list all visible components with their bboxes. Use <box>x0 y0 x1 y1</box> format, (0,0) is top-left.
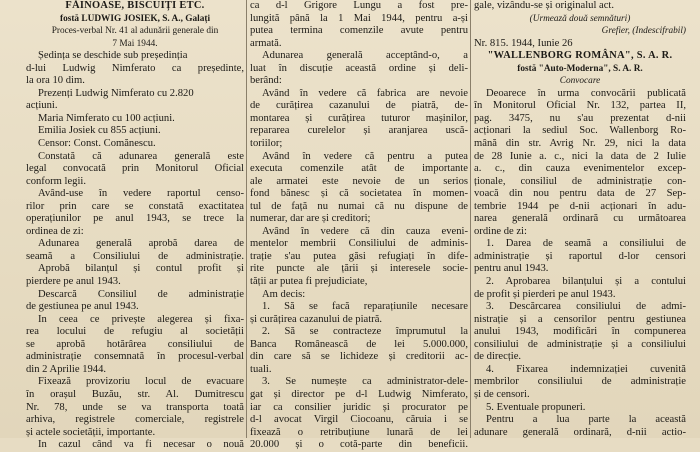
text-line: Având în vedere că fabrica are nevoie <box>262 87 468 99</box>
text-line: Censor: Const. Comănescu. <box>38 138 156 150</box>
text-line: Aprobă bilanțul și contul profit și <box>38 263 244 275</box>
text-line: Fixează provizoriu locul de evacuare <box>38 376 244 388</box>
text-line: la ora 10 dim. <box>26 75 85 87</box>
text-line: nistrație și a censorilor pentru gestiunea <box>474 313 686 325</box>
text-line: Prezenți Ludwig Nimferato cu 2.820 <box>38 87 194 99</box>
text-line: legal convocată prin Monitorul Oficial <box>26 163 244 175</box>
text-line: fostă "Auto-Moderna", S. A. R. <box>517 63 643 74</box>
text-line: 7 Mai 1944. <box>112 38 158 49</box>
text-line: Proces-verbal Nr. 41 al adunării generale din <box>51 26 219 37</box>
column-right <box>474 0 686 438</box>
text-line: 2. Să se contracteze împrumutul la <box>262 326 468 338</box>
text-line: "WALLENBORG ROMÂNA", S. A. R. <box>487 50 673 62</box>
text-line: pentru anul 1943. <box>474 263 549 275</box>
text-line: arhiva, registrele comerciale, registrele <box>26 414 244 426</box>
text-line: Nr. 78, unde se va transporta toată <box>26 401 244 413</box>
text-line: In cazul când va fi necesar o nouă <box>38 439 244 451</box>
text-line: Pentru a lua parte la această <box>486 414 686 426</box>
text-line: consiliului de administrație și a consiliului <box>474 338 686 350</box>
text-line: ca d-l Grigore Lungu a fost pre- <box>250 0 468 11</box>
column-rule <box>470 0 471 438</box>
text-line: anului 1943, modificări în compunerea <box>474 326 686 338</box>
text-line: rite puncte ale țării și interesele socie- <box>250 263 468 275</box>
text-line: administrație consemnată în procesul-verbal <box>26 351 244 363</box>
text-line: membrilor consiliului de administrație <box>474 376 686 388</box>
text-line: adunare generală ordinară, d-nii actio- <box>474 426 686 438</box>
text-line: de profit și pierderi pe anul 1943. <box>474 288 616 300</box>
text-line: a. c., din cauza evenimentelor excep- <box>474 163 686 175</box>
text-line: operațiunilor pe anul 1943, se trece la <box>26 213 244 225</box>
text-line: Convocare <box>559 76 601 87</box>
text-line: d-l avocat Virgil Ciocoanu, căruia i se <box>250 414 468 426</box>
text-line: 20.000 și o cotă-parte din beneficii. <box>250 439 468 451</box>
text-line: 1. Să se facă reparațiunile necesare <box>262 301 468 313</box>
text-line: executa comenzile atât de importante <box>250 163 468 175</box>
text-line: administrație și raportul d-lor censori <box>474 250 686 262</box>
text-line: ționale, consiliul de administrație con- <box>474 175 686 187</box>
text-line: berând: <box>250 75 282 87</box>
text-line: gale, vizându-se și originalul act. <box>474 0 615 11</box>
text-line: Adunarea generală aprobă darea de <box>38 238 244 250</box>
text-line: Constată că adunarea generală este <box>38 150 244 162</box>
text-line: In ceea ce privește alegerea și fixa- <box>38 313 244 325</box>
text-line: Descarcă Consiliul de administrație <box>38 288 244 300</box>
text-line: gat și director pe d-l Ludwig Nimferato, <box>250 388 468 400</box>
text-line: fond bănesc și că societatea în momen- <box>250 188 468 200</box>
text-line: de 28 Iunie a. c., nici la data de 2 Iulie <box>474 150 686 162</box>
text-line: tății ar putea fi prejudiciate, <box>250 276 368 288</box>
text-line: tuali. <box>250 363 272 375</box>
text-line: Banca Românească de lei 5.000.000, <box>250 338 468 350</box>
text-line: ordine de zi: <box>474 225 527 237</box>
text-line: și curățirea cazanului de piatră. <box>250 313 383 325</box>
text-line: numerar, dar are și creditori; <box>250 213 371 225</box>
text-line: acționari la sediul Soc. Wallenborg Ro- <box>474 125 686 137</box>
text-line: voacă din nou pentru data de 27 Sep- <box>474 188 686 200</box>
text-line: Am decis: <box>262 288 306 300</box>
text-line: toriilor; <box>250 138 283 150</box>
text-line: ale armatei este nevoie de un serios <box>250 175 468 187</box>
text-line: lungită până la 1 Mai 1944, pentru a-și <box>250 12 468 24</box>
text-line: Ședința se deschide sub președinția <box>38 50 188 62</box>
text-line: de curățirea cazanului de piatră, de- <box>250 100 468 112</box>
text-line: pag. 3475, nu s'au prezentat d-nii <box>474 112 686 124</box>
text-line: Emilia Josiek cu 855 acțiuni. <box>38 125 161 137</box>
text-line: mentelor membrii Consiliului de adminis- <box>250 238 468 250</box>
text-line: rea locului de refugiu al societății <box>26 326 244 338</box>
text-line: FĂINOASE, BISCUIȚI ETC. <box>65 0 205 11</box>
text-line: repararea curelelor și aranjarea uscă- <box>250 125 468 137</box>
text-line: se aprobă hotărârea consiliului de <box>26 338 244 350</box>
text-line: (Urmează două semnături) <box>529 13 631 24</box>
text-line: de gestiunea pe anul 1943. <box>26 301 139 313</box>
text-line: în orașul Buzău, str. Al. Dumitrescu <box>26 388 244 400</box>
column-rule <box>246 0 247 438</box>
text-line: Grefier, (Indescifrabil) <box>601 26 686 37</box>
text-line: Maria Nimferato cu 100 acțiuni. <box>38 112 175 124</box>
text-line: armată. <box>250 37 282 49</box>
text-line: din care să se lichideze și creditorii ac- <box>250 351 468 363</box>
text-line: Având în vedere că din cauza eveni- <box>262 225 468 237</box>
text-line: luat în discuție această ordine și deli- <box>250 62 468 74</box>
text-line: din 2 Aprilie 1944. <box>26 363 107 375</box>
text-line: trație s'au putea găsi refugiați în dife- <box>250 250 468 262</box>
text-line: seamă a Consiliului de administrație. <box>26 250 244 262</box>
text-line: în Monitorul Oficial Nr. 132, partea II, <box>474 100 686 112</box>
text-line: Deoarece în urma convocării publicată <box>486 87 686 99</box>
text-line: conform legii. <box>26 175 87 187</box>
text-line: iar ca consilier juridic și procurator pe <box>250 401 468 413</box>
text-line: acțiuni. <box>26 100 58 112</box>
text-line: tembrie 1944 pe d-nii acționari în adu- <box>474 200 686 212</box>
text-line: și actele societății, importante. <box>26 426 156 438</box>
text-line: pierdere pe anul 1943. <box>26 276 121 288</box>
text-line: și de censori. <box>474 388 530 400</box>
text-line: montarea și curățirea tuturor mașinilor, <box>250 112 468 124</box>
text-line: fostă LUDWIG JOSIEK, S. A., Galați <box>59 13 211 24</box>
text-line: 3. Se numește ca administrator-dele- <box>262 376 468 388</box>
column-left <box>26 0 244 451</box>
text-line: narea generală ordinară cu următoarea <box>474 213 686 225</box>
text-line: putea termina comenzile avute pentru <box>250 25 468 37</box>
text-line: Având în vedere că pentru a putea <box>262 150 468 162</box>
text-line: d-lui Ludwig Nimferato ca președinte, <box>26 62 244 74</box>
text-line: 2. Aprobarea bilanțului și a contului <box>486 276 686 288</box>
column-middle <box>250 0 468 451</box>
text-line: Nr. 815. 1944, Iunie 26 <box>474 37 573 49</box>
text-line: Având-use în vedere raportul censo- <box>38 188 244 200</box>
text-line: rilor prin care se constată exactitatea <box>26 200 244 212</box>
text-line: fixează o retribuțiune lunară de lei <box>250 426 468 438</box>
text-line: tul de față nu numai că nu dispune de <box>250 200 468 212</box>
text-line: 5. Eventuale propuneri. <box>486 401 586 413</box>
text-line: Adunarea generală acceptând-o, a <box>262 50 468 62</box>
text-line: ordinea de zi: <box>26 225 84 237</box>
text-line: de direcție. <box>474 351 522 363</box>
text-line: 4. Fixarea indemnizației cuvenită <box>486 363 686 375</box>
text-line: 1. Darea de seamă a consiliului de <box>486 238 686 250</box>
text-line: mână din str. Avrig Nr. 29, nici la data <box>474 138 686 150</box>
text-line: 3. Descărcarea consiliului de admi- <box>486 301 686 313</box>
